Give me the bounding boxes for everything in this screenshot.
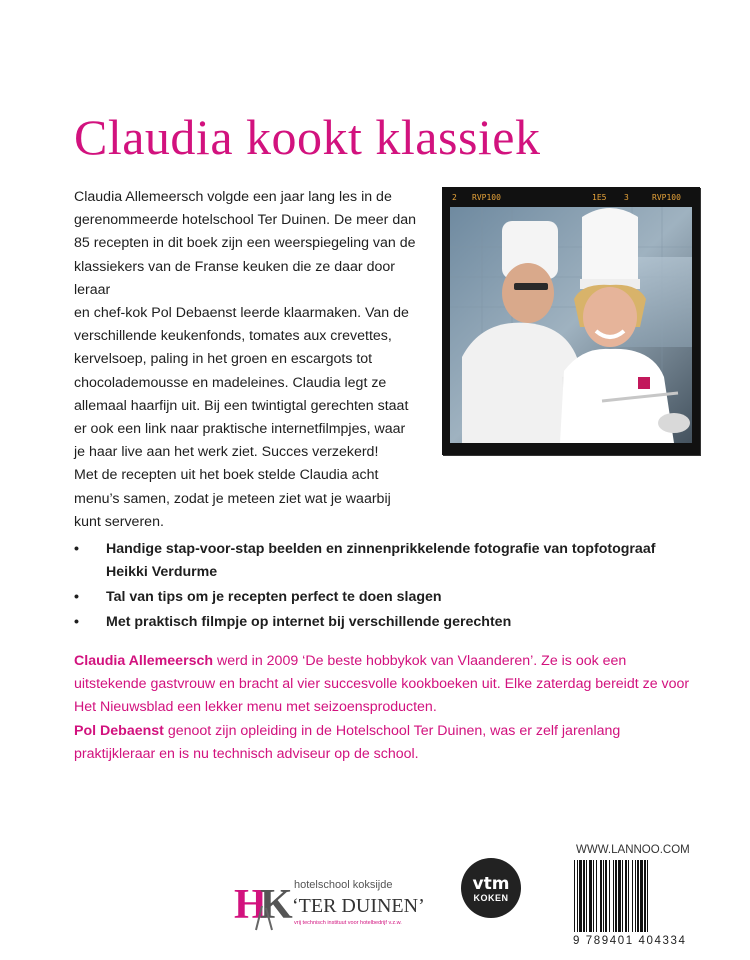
- chefs-photo-illustration: [442, 187, 700, 455]
- barcode-bar: [622, 860, 623, 932]
- film-label: 1E5: [592, 193, 607, 202]
- intro-line: chocolademousse en madeleines. Claudia legt ze: [74, 374, 387, 391]
- bio-text: genoot zijn opleiding in de Hotelschool Ter Duinen, was er zelf jarenlang praktijkleraar en is nu technisch adviseur op de school.: [74, 722, 621, 762]
- intro-line: en chef-kok Pol Debaenst leerde klaarmaken. Van de: [74, 305, 409, 322]
- intro-line: klassiekers van de Franse keuken die ze daar door leraar: [74, 258, 395, 298]
- bio-text: werd in 2009 ‘De beste hobbykok van Vlaanderen’. Ze is ook een uitstekende gastvrouw en bracht al vier succesvolle kookboeken uit. Elke zaterdag bereidt ze voor Het Nieuwsblad een lekker menu met seizoensproducten.: [74, 653, 690, 716]
- film-label: 3: [624, 193, 629, 202]
- list-item: [74, 611, 694, 634]
- barcode-bar: [583, 860, 585, 932]
- bullet-marker: •: [74, 541, 79, 557]
- barcode-bar: [640, 860, 643, 932]
- hk-main-text: ‘TER DUINEN’: [292, 895, 425, 917]
- barcode-bar: [635, 860, 636, 932]
- film-label: RVP100: [472, 193, 501, 202]
- barcode-bar: [625, 860, 627, 932]
- bio-pol: [74, 720, 694, 766]
- barcode-bar: [632, 860, 633, 932]
- intro-line: Claudia Allemeersch volgde een jaar lang les in de: [74, 189, 392, 205]
- book-title: Claudia kookt klassiek: [74, 109, 541, 165]
- barcode-bar: [609, 860, 610, 932]
- barcode-bar: [603, 860, 604, 932]
- chefs-photo: [442, 187, 700, 455]
- intro-line: allemaal haarfijn uit. Bij een twintigtal gerechten staat: [74, 397, 409, 414]
- intro-line: verschillende keukenfonds, tomates aux crevettes,: [74, 328, 392, 345]
- vtm-logo-text: vtm: [472, 874, 510, 894]
- barcode-bar: [586, 860, 587, 932]
- bio-claudia: [74, 650, 694, 720]
- list-item-text: Tal van tips om je recepten perfect te doen slagen: [106, 589, 442, 605]
- intro-line: kunt serveren.: [74, 513, 164, 530]
- film-label: 2: [452, 193, 457, 202]
- barcode-bar: [615, 860, 617, 932]
- barcode-bar: [618, 860, 621, 932]
- intro-line: kervelsoep, paling in het groen en escargots tot: [74, 351, 373, 368]
- intro-text: [74, 186, 422, 534]
- list-item-text: Handige stap-voor-stap beelden en zinnenprikkelende fotografie van topfotograaf Heikki Verdurme: [106, 541, 656, 580]
- hk-logo-icon: [232, 868, 437, 934]
- author-bio: [74, 650, 694, 766]
- barcode-bar: [600, 860, 602, 932]
- svg-text:H: H: [234, 882, 267, 928]
- intro-line: Met de recepten uit het boek stelde Claudia acht: [74, 467, 379, 484]
- vtm-koken-logo: [461, 858, 521, 918]
- barcode-bar: [628, 860, 629, 932]
- barcode-bar: [579, 860, 582, 932]
- barcode-bar: [647, 860, 648, 932]
- intro-line: er ook een link naar praktische internetfilmpjes, waar: [74, 421, 406, 438]
- barcode-bar: [593, 860, 594, 932]
- film-label: RVP100: [652, 193, 681, 202]
- list-item-text: Met praktisch filmpje op internet bij verschillende gerechten: [106, 614, 512, 630]
- author-name: Claudia Allemeersch: [74, 653, 214, 669]
- barcode-bar: [605, 860, 607, 932]
- publisher-url: WWW.LANNOO.COM: [576, 844, 690, 856]
- intro-line: je haar live aan het werk ziet. Succes verzekerd!: [74, 444, 379, 461]
- intro-line: menu’s samen, zodat je meteen ziet wat je waarbij: [74, 490, 391, 507]
- bullet-marker: •: [74, 589, 79, 605]
- barcode-bar: [574, 860, 575, 932]
- barcode-bar: [644, 860, 646, 932]
- isbn-number: 9 789401 404334: [573, 935, 687, 947]
- vtm-koken-text: KOKEN: [473, 893, 509, 903]
- svg-text:K: K: [260, 882, 293, 928]
- feature-list: [74, 538, 694, 634]
- barcode-bar: [577, 860, 578, 932]
- hotelschool-logo: [232, 868, 437, 934]
- list-item: [74, 586, 694, 609]
- hk-top-text: hotelschool koksijde: [294, 879, 393, 891]
- intro-line: gerenommeerde hotelschool Ter Duinen. De meer dan: [74, 212, 417, 229]
- barcode-bar: [589, 860, 592, 932]
- intro-line: 85 recepten in dit boek zijn een weerspiegeling van de: [74, 235, 416, 252]
- author-name: Pol Debaenst: [74, 722, 164, 739]
- barcode: [572, 860, 696, 932]
- bullet-marker: •: [74, 614, 79, 630]
- barcode-bar: [613, 860, 614, 932]
- list-item: [74, 538, 694, 584]
- hk-sub-text: vrij technisch instituut voor hotelbedrijf v.z.w.: [294, 920, 402, 926]
- barcode-bar: [596, 860, 597, 932]
- barcode-bar: [637, 860, 639, 932]
